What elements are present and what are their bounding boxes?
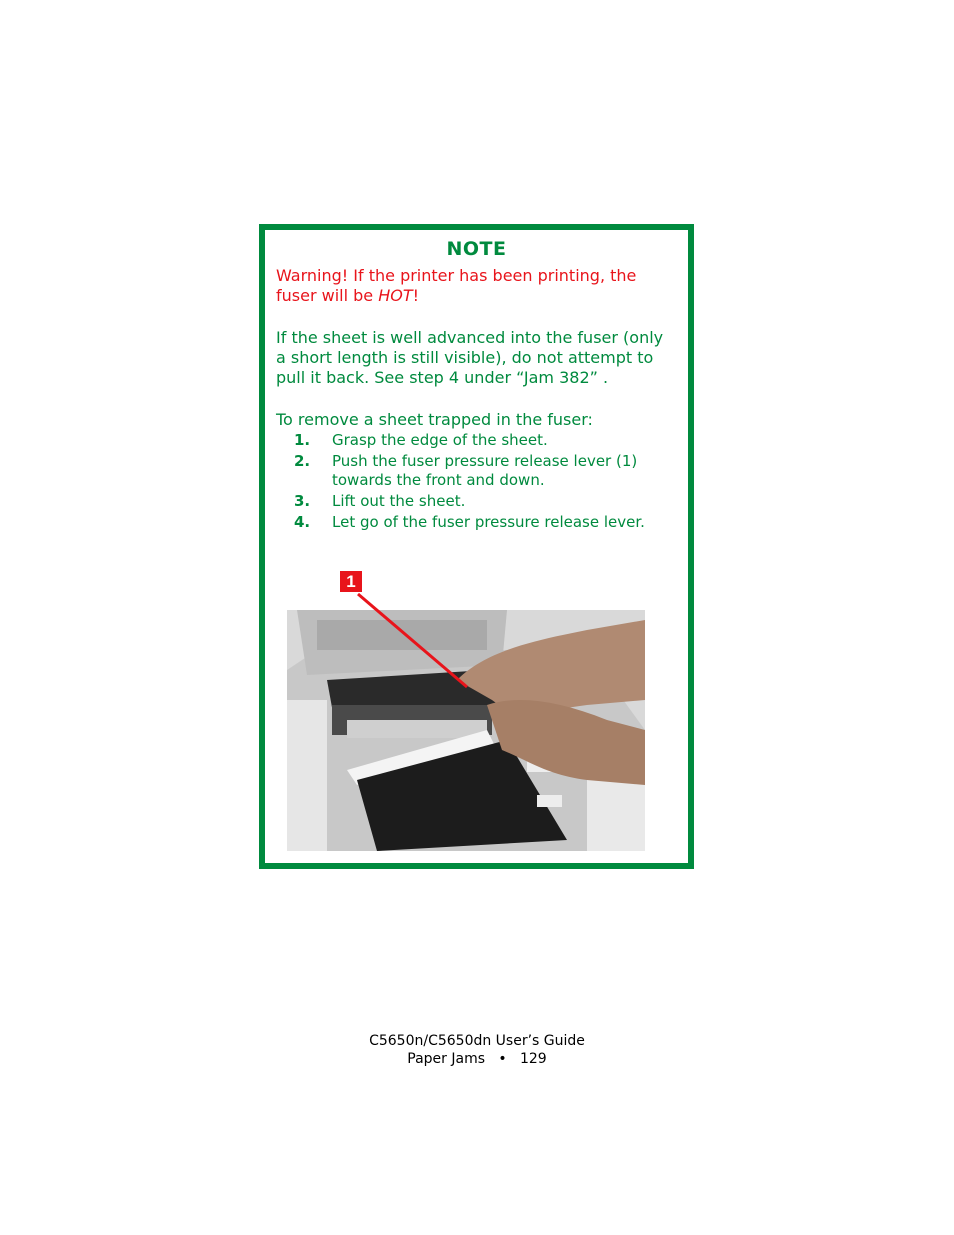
printer-fuser-photo — [287, 610, 645, 851]
step-item — [276, 452, 686, 490]
warning-prefix: Warning! If the printer has been printing, the fuser will be — [276, 266, 637, 305]
footer-page-info: Paper Jams • 129 — [407, 1051, 547, 1067]
step-number: 4. — [294, 513, 311, 531]
callout-label-1: 1 — [340, 571, 362, 592]
step-item — [276, 431, 686, 450]
note-title: NOTE — [446, 238, 507, 260]
warning-emphasis: HOT — [378, 286, 413, 305]
step-item — [276, 492, 686, 511]
page-footer — [0, 1032, 954, 1068]
intro-paragraph: To remove a sheet trapped in the fuser: — [276, 410, 593, 429]
step-number: 3. — [294, 492, 311, 510]
step-text: Lift out the sheet. — [332, 492, 466, 510]
fuser-paragraph: If the sheet is well advanced into the fuser (only a short length is still visible), do not attempt to pull it back. See step 4 under “Jam 382” . — [276, 328, 664, 387]
step-number: 2. — [294, 452, 311, 470]
step-item — [276, 513, 686, 532]
step-list — [276, 431, 686, 534]
step-text: Let go of the fuser pressure release lever. — [332, 513, 645, 531]
footer-guide-title: C5650n/C5650dn User’s Guide — [369, 1033, 585, 1049]
step-text: Push the fuser pressure release lever (1) towards the front and down. — [332, 452, 638, 489]
note-box — [259, 224, 694, 869]
step-number: 1. — [294, 431, 311, 449]
warning-text — [276, 266, 676, 306]
warning-suffix: ! — [412, 286, 420, 305]
step-text: Grasp the edge of the sheet. — [332, 431, 548, 449]
